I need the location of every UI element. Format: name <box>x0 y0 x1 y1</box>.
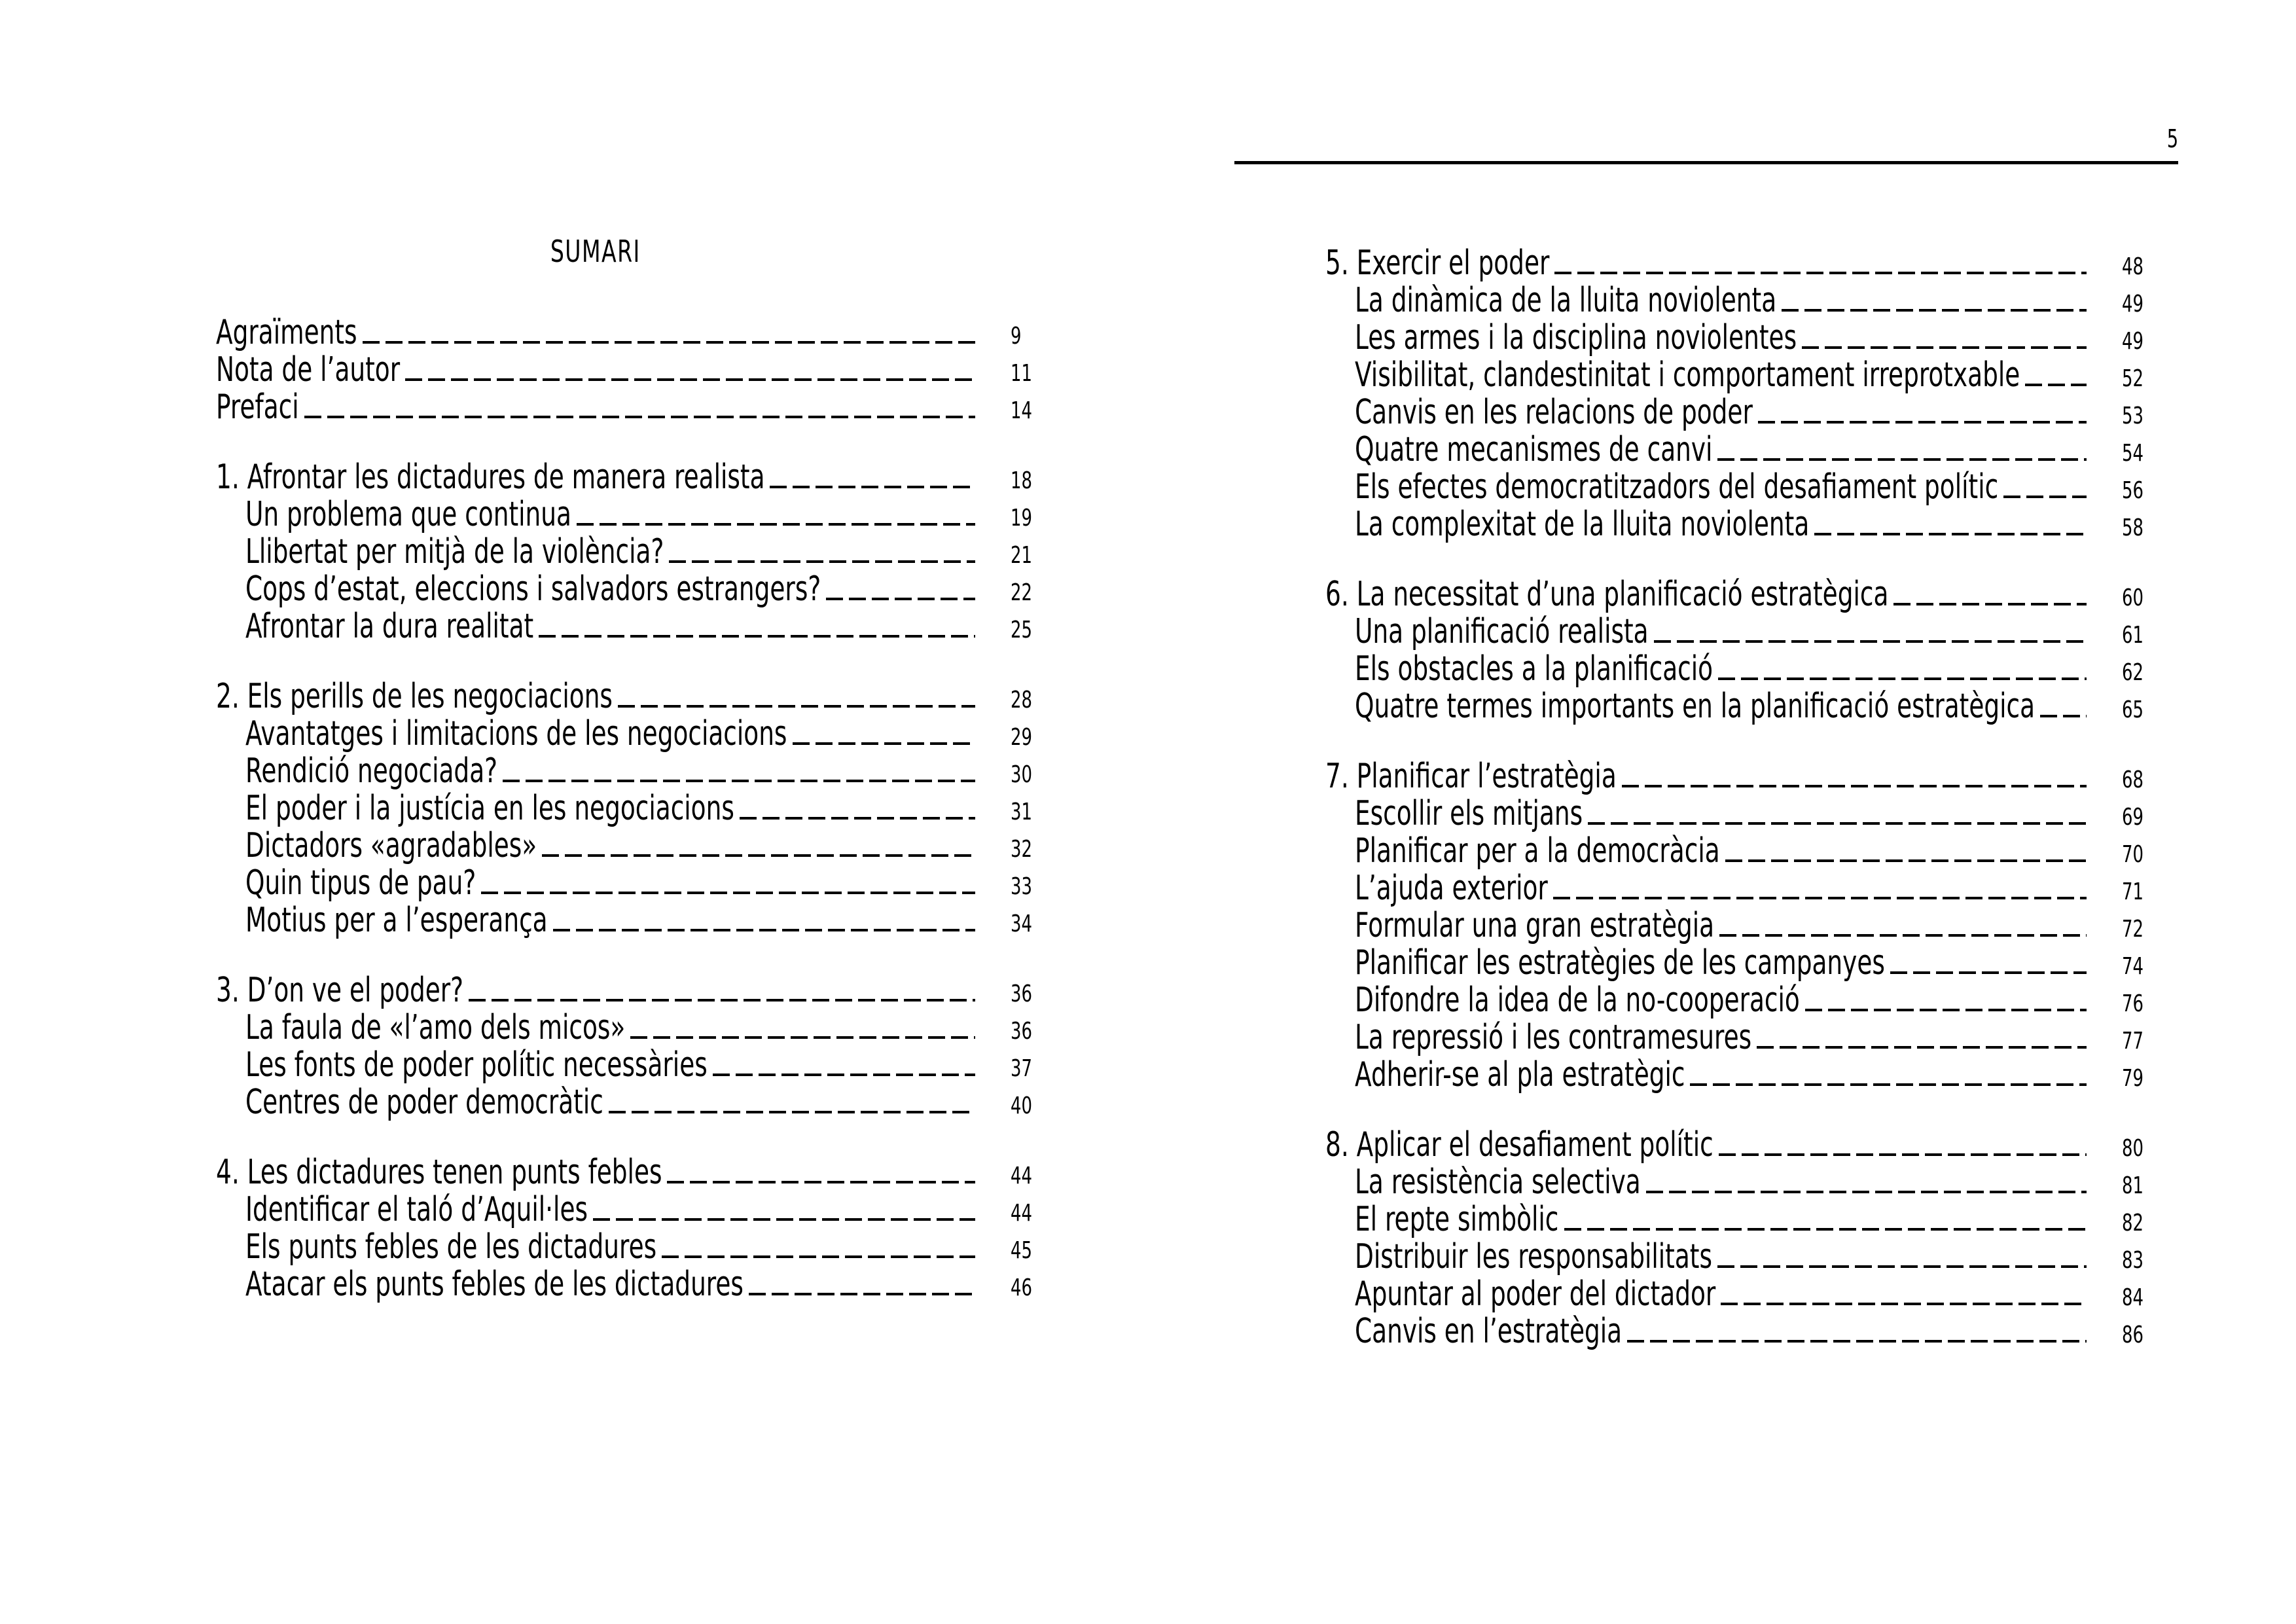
leader-line <box>662 1255 975 1258</box>
toc-entry-label: Agraïments <box>216 313 357 352</box>
leader-line <box>577 523 975 526</box>
leader-line <box>503 780 975 782</box>
toc-page-number: 56 <box>2122 477 2144 504</box>
leader-line <box>1718 677 2087 680</box>
toc-entry-label: Atacar els punts febles de les dictadures <box>245 1265 744 1304</box>
toc-page-number: 71 <box>2122 878 2144 905</box>
toc-row <box>1325 245 2174 282</box>
toc-page-number: 44 <box>1011 1163 1032 1189</box>
toc-entry-label: Visibilitat, clandestinitat i comportament irreprotxable <box>1355 355 2020 395</box>
leader-line <box>481 892 975 894</box>
leader-line <box>740 817 975 820</box>
toc-entry-label: La resistència selectiva <box>1355 1163 1641 1202</box>
toc-entry-label: Rendició negociada? <box>245 751 498 791</box>
toc-row <box>216 1009 1063 1047</box>
toc-entry-label: Planificar les estratègies de les campanyes <box>1355 943 1885 983</box>
toc-row <box>216 678 1063 715</box>
toc-entry-label: Canvis en l’estratègia <box>1355 1312 1623 1351</box>
leader-line <box>1646 1191 2087 1193</box>
toc-entry-label: Les armes i la disciplina noviolentes <box>1355 318 1797 357</box>
toc-row <box>216 1154 1063 1191</box>
toc-page-number: 21 <box>1011 542 1032 569</box>
toc-page-number: 53 <box>2122 403 2144 429</box>
toc-row <box>1325 1276 2174 1313</box>
toc-entry-label: La faula de «l’amo dels micos» <box>245 1008 626 1047</box>
toc-row <box>1325 651 2174 688</box>
toc-row <box>216 1229 1063 1266</box>
toc-row <box>216 1266 1063 1303</box>
toc-row <box>1325 357 2174 394</box>
toc-entry-label: Cops d’estat, eleccions i salvadors estrangers? <box>245 569 821 609</box>
toc-entry-label: Els efectes democratitzadors del desafiament polític <box>1355 467 1999 507</box>
header-rule <box>1234 161 2178 164</box>
toc-row <box>216 1047 1063 1084</box>
leader-line <box>363 341 975 344</box>
toc-title <box>216 234 975 269</box>
toc-entry-label: Distribuir les responsabilitats <box>1355 1237 1712 1276</box>
leader-line <box>1890 971 2087 974</box>
toc-entry-label: 6. La necessitat d’una planificació estratègica <box>1325 575 1889 614</box>
toc-page-number: 48 <box>2122 253 2144 280</box>
toc-row <box>1325 1056 2174 1094</box>
toc-page-number: 32 <box>1011 836 1032 863</box>
toc-row <box>216 972 1063 1009</box>
leader-line <box>667 1181 975 1183</box>
toc-page-number: 40 <box>1011 1092 1032 1119</box>
toc-page-number: 44 <box>1011 1200 1032 1227</box>
toc-entry-label: Un problema que continua <box>245 495 571 534</box>
leader-line <box>1719 1153 2087 1156</box>
leader-line <box>1758 421 2087 424</box>
toc-page-number: 49 <box>2122 291 2144 317</box>
toc-page-number: 49 <box>2122 328 2144 355</box>
toc-entry-label: Els obstacles a la planificació <box>1355 649 1713 689</box>
toc-entry-label: Centres de poder democràtic <box>245 1083 603 1122</box>
toc-row <box>1325 1201 2174 1238</box>
toc-row <box>1325 613 2174 651</box>
page-number-header: 5 <box>2166 124 2178 153</box>
toc-page-number: 22 <box>1011 579 1032 606</box>
toc-row <box>1325 795 2174 833</box>
leader-line <box>469 999 975 1001</box>
toc-entry-label: L’ajuda exterior <box>1355 869 1548 908</box>
toc-entry-label: Canvis en les relacions de poder <box>1355 393 1753 432</box>
leader-line <box>1782 309 2087 312</box>
leader-line <box>609 1111 975 1113</box>
leader-line <box>1654 640 2087 643</box>
toc-page-number: 14 <box>1011 397 1032 424</box>
toc-row <box>216 715 1063 753</box>
leader-line <box>593 1218 975 1221</box>
toc-entry-label: Difondre la idea de la no-cooperació <box>1355 981 1800 1020</box>
leader-line <box>1690 1083 2087 1086</box>
leader-line <box>1893 603 2087 605</box>
toc-page-number: 58 <box>2122 514 2144 541</box>
toc-row <box>216 865 1063 902</box>
leader-line <box>1553 897 2087 899</box>
toc-entry-label: Una planificació realista <box>1355 612 1649 651</box>
leader-line <box>1588 822 2087 825</box>
toc-row <box>1325 758 2174 795</box>
toc-row <box>1325 833 2174 870</box>
toc-entry-label: La complexitat de la lluita noviolenta <box>1355 505 1810 544</box>
toc-page-number: 52 <box>2122 365 2144 392</box>
toc-row <box>1325 870 2174 907</box>
toc-entry-label: Quatre termes importants en la planificació estratègica <box>1355 687 2036 726</box>
leader-line <box>1757 1046 2087 1049</box>
toc-entry-label: 5. Exercir el poder <box>1325 244 1550 283</box>
toc-right-column <box>1325 245 2174 1350</box>
toc-entry-label: Apuntar al poder del dictador <box>1355 1274 1716 1314</box>
toc-page-number: 84 <box>2122 1284 2144 1311</box>
toc-entry-label: Llibertat per mitjà de la violència? <box>245 532 664 571</box>
toc-row <box>216 314 1063 352</box>
toc-row <box>1325 576 2174 613</box>
toc-row <box>216 902 1063 939</box>
toc-page-number: 76 <box>2122 990 2144 1017</box>
leader-line <box>770 486 975 488</box>
leader-line <box>304 416 975 418</box>
toc-row <box>1325 282 2174 319</box>
leader-line <box>1802 346 2087 349</box>
leader-line <box>1719 934 2087 937</box>
leader-line <box>1717 458 2087 461</box>
toc-page-number: 19 <box>1011 505 1032 532</box>
toc-entry-label: El repte simbòlic <box>1355 1200 1559 1239</box>
toc-entry-label: 7. Planificar l’estratègia <box>1325 757 1617 796</box>
toc-page-number: 30 <box>1011 761 1032 788</box>
toc-page-number: 69 <box>2122 804 2144 831</box>
leader-line <box>1627 1340 2087 1343</box>
leader-line <box>405 378 975 381</box>
toc-entry-label: Escollir els mitjans <box>1355 794 1583 833</box>
toc-page-number: 34 <box>1011 911 1032 937</box>
toc-page-number: 60 <box>2122 585 2144 611</box>
toc-row <box>216 496 1063 533</box>
leader-line <box>793 742 976 745</box>
leader-line <box>618 705 975 708</box>
toc-row <box>216 459 1063 496</box>
toc-row <box>216 533 1063 571</box>
toc-entry-label: Dictadors «agradables» <box>245 826 537 865</box>
toc-entry-label: Adherir-se al pla estratègic <box>1355 1055 1685 1094</box>
toc-row <box>216 1084 1063 1121</box>
leader-line <box>2025 384 2087 386</box>
toc-entry-label: Afrontar la dura realitat <box>245 607 534 646</box>
leader-line <box>713 1074 975 1076</box>
leader-line <box>539 635 975 638</box>
leader-line <box>1725 859 2087 862</box>
toc-entry-label: Els punts febles de les dictadures <box>245 1227 657 1267</box>
leader-line <box>2040 715 2087 717</box>
leader-line <box>1721 1303 2087 1305</box>
toc-entry-label: Prefaci <box>216 388 299 427</box>
toc-page-number: 79 <box>2122 1065 2144 1092</box>
toc-row <box>1325 431 2174 469</box>
leader-line <box>826 598 975 600</box>
toc-page-number: 86 <box>2122 1322 2144 1348</box>
toc-page-number: 45 <box>1011 1237 1032 1264</box>
toc-page-number: 54 <box>2122 440 2144 467</box>
toc-page-number: 36 <box>1011 1018 1032 1045</box>
toc-entry-label: Motius per a l’esperança <box>245 901 548 940</box>
toc-row <box>1325 506 2174 543</box>
toc-row <box>1325 688 2174 725</box>
toc-row <box>216 608 1063 645</box>
toc-page-number: 83 <box>2122 1247 2144 1274</box>
toc-title-text: SUMARI <box>550 234 641 269</box>
toc-entry-label: Les fonts de poder polític necessàries <box>245 1045 708 1085</box>
toc-page-number: 81 <box>2122 1172 2144 1199</box>
toc-page-number: 25 <box>1011 617 1032 643</box>
toc-page-number: 74 <box>2122 953 2144 980</box>
toc-entry-label: Quin tipus de pau? <box>245 863 476 903</box>
leader-line <box>553 929 975 931</box>
toc-row <box>216 571 1063 608</box>
toc-page-number: 62 <box>2122 659 2144 686</box>
toc-row <box>1325 1164 2174 1201</box>
leader-line <box>669 560 975 563</box>
toc-row <box>216 389 1063 426</box>
toc-row <box>1325 1019 2174 1056</box>
leader-line <box>1805 1009 2087 1011</box>
toc-row <box>216 1191 1063 1229</box>
toc-page-number: 68 <box>2122 767 2144 793</box>
toc-row <box>216 753 1063 790</box>
toc-left-column <box>216 314 1063 1303</box>
toc-row <box>1325 1127 2174 1164</box>
toc-entry-label: Nota de l’autor <box>216 350 401 389</box>
toc-entry-label: El poder i la justícia en les negociacions <box>245 789 734 828</box>
toc-page-number: 9 <box>1011 323 1022 350</box>
toc-page-number: 61 <box>2122 622 2144 649</box>
toc-row <box>1325 394 2174 431</box>
toc-page-number: 11 <box>1011 360 1032 387</box>
leader-line <box>749 1293 975 1295</box>
toc-page-number: 36 <box>1011 981 1032 1007</box>
toc-page-number: 37 <box>1011 1055 1032 1082</box>
toc-page-number: 29 <box>1011 724 1032 751</box>
toc-page-number: 33 <box>1011 873 1032 900</box>
toc-row <box>216 827 1063 865</box>
toc-page-number: 82 <box>2122 1210 2144 1236</box>
toc-entry-label: Avantatges i limitacions de les negociacions <box>245 714 787 753</box>
toc-page-number: 70 <box>2122 841 2144 868</box>
toc-entry-label: Identificar el taló d’Aquil·les <box>245 1190 588 1229</box>
toc-page-number: 77 <box>2122 1028 2144 1055</box>
toc-row <box>1325 319 2174 357</box>
toc-entry-label: 4. Les dictadures tenen punts febles <box>216 1153 662 1192</box>
toc-row <box>1325 907 2174 945</box>
leader-line <box>1717 1265 2087 1268</box>
toc-row <box>1325 945 2174 982</box>
toc-entry-label: Planificar per a la democràcia <box>1355 831 1720 871</box>
leader-line <box>2003 496 2087 498</box>
toc-entry-label: Formular una gran estratègia <box>1355 906 1715 945</box>
leader-line <box>630 1036 975 1039</box>
leader-line <box>1622 785 2087 787</box>
toc-row <box>216 790 1063 827</box>
leader-line <box>1564 1228 2087 1231</box>
toc-page-number: 18 <box>1011 467 1032 494</box>
toc-row <box>1325 469 2174 506</box>
toc-entry-label: Quatre mecanismes de canvi <box>1355 430 1713 469</box>
toc-row <box>1325 1313 2174 1350</box>
toc-page-number: 28 <box>1011 687 1032 713</box>
toc-entry-label: 2. Els perills de les negociacions <box>216 677 613 716</box>
toc-entry-label: 8. Aplicar el desafiament polític <box>1325 1125 1713 1164</box>
toc-page-number: 31 <box>1011 799 1032 825</box>
toc-entry-label: La repressió i les contramesures <box>1355 1018 1752 1057</box>
toc-row <box>216 352 1063 389</box>
leader-line <box>542 854 975 857</box>
toc-entry-label: 3. D’on ve el poder? <box>216 971 464 1010</box>
toc-page-number: 72 <box>2122 916 2144 943</box>
toc-page-number: 46 <box>1011 1274 1032 1301</box>
leader-line <box>1554 272 2087 274</box>
toc-page-number: 65 <box>2122 696 2144 723</box>
toc-row <box>1325 982 2174 1019</box>
leader-line <box>1814 533 2087 535</box>
toc-entry-label: La dinàmica de la lluita noviolenta <box>1355 281 1777 320</box>
toc-entry-label: 1. Afrontar les dictadures de manera realista <box>216 458 765 497</box>
toc-page-number: 80 <box>2122 1135 2144 1162</box>
toc-row <box>1325 1238 2174 1276</box>
